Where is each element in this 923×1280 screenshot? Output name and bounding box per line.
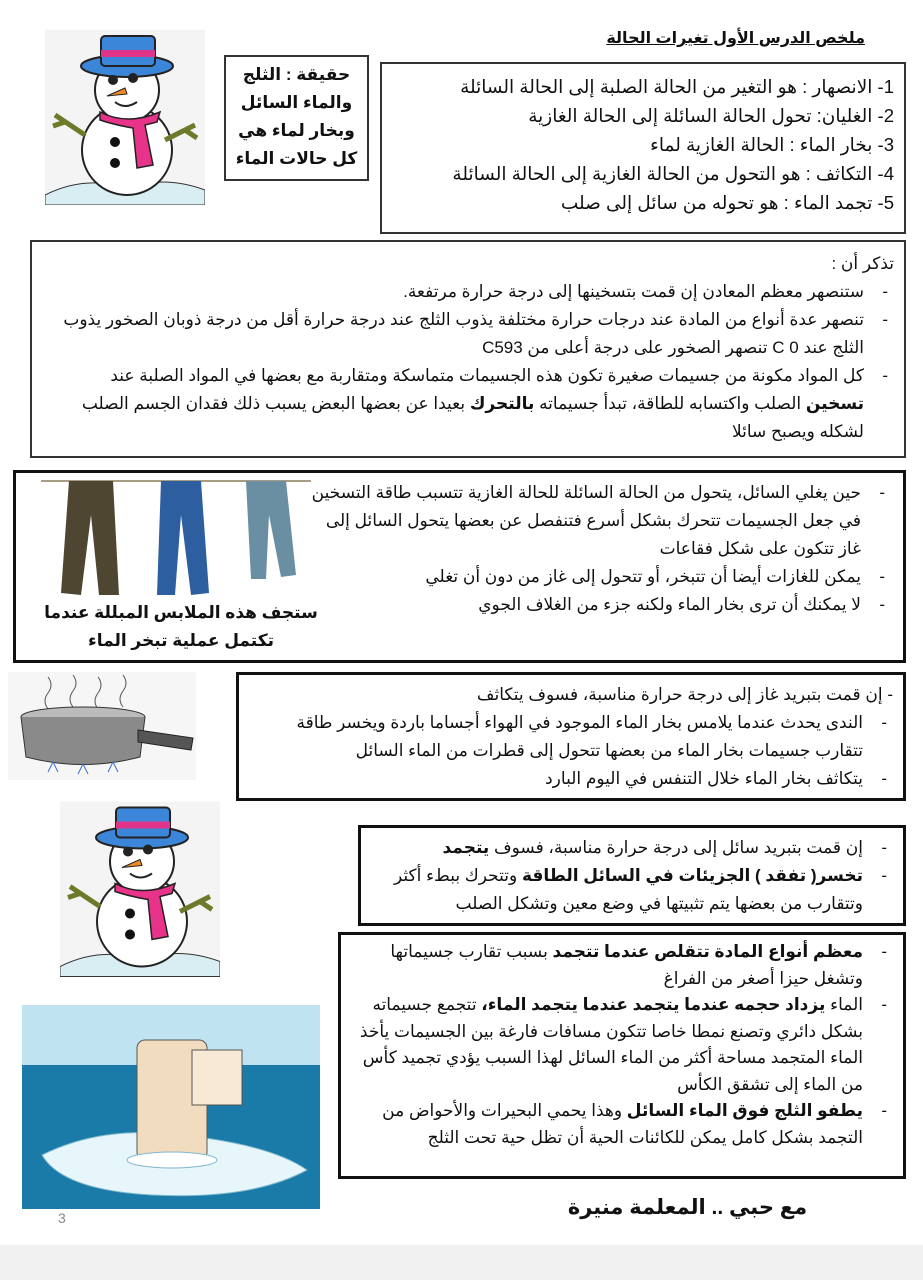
definition-item: 4- التكاثف : هو التحول من الحالة الغازية إلى الحالة السائلة: [452, 163, 894, 184]
fact-line: وبخار لماء هي: [238, 121, 355, 140]
condensation-box: [236, 672, 906, 801]
boiling-pot-image: [8, 672, 196, 780]
freezing-item: - تخسر( تفقد ) الجزيئات في السائل الطاقة وتتحرك ببطء أكثر وتتقارب من بعضها يتم تثبيتها في وضع معين وتشكل الصلب: [371, 862, 893, 918]
remember-box: [30, 240, 906, 458]
condensation-item: - يتكاثف بخار الماء خلال التنفس في اليوم البارد: [249, 765, 893, 793]
teacher-signature: مع حبي .. المعلمة منيرة: [567, 1196, 808, 1219]
condensation-item: - الندى يحدث عندما يلامس بخار الماء الموجود في الهواء أجساما باردة ويخسر طاقة تتقارب جسيمات بخار الماء من بعضها تتحول إلى قطرات من الماء السائل: [249, 709, 893, 765]
volume-item: - يطفو الثلج فوق الماء السائل وهذا يحمي البحيرات والأحواض من التجمد بشكل كامل يمكن للكائنات الحية أن تظل حية تحت الثلج: [355, 1098, 893, 1151]
definitions-box: [380, 62, 906, 234]
remember-heading: تذكر أن :: [831, 254, 894, 273]
page-title: ملخص الدرس الأول تغيرات الحالة: [606, 30, 865, 47]
fact-box: [224, 55, 369, 181]
freezing-box: [358, 825, 906, 926]
condensation-lead: - إن قمت بتبريد غاز إلى درجة حرارة مناسبة، فسوف يتكاثف: [476, 685, 893, 704]
boiling-list: [306, 479, 891, 619]
remember-item: - كل المواد مكونة من جسيمات صغيرة تكون هذه الجسيمات متماسكة ومتقاربة مع بعضها في المواد الصلبة عند تسخين الصلب واكتسابه للطاقة، تبدأ جسيماته بالتحرك بعيدا عن بعضها البعض يسبب ذلك فقدان الجسم الصلب لشكله ويصبح سائلا: [62, 362, 894, 446]
remember-item: - تنصهر عدة أنواع من المادة عند درجات حرارة مختلفة يذوب الثلج عند درجة حرارة أقل من درجة ذوبان الصخور يذوب الثلج عند C 0 تنصهر الصخور على درجة أعلى من C593: [62, 306, 894, 362]
volume-item: - الماء يزداد حجمه عندما يتجمد عندما يتجمد الماء، تتجمع جسيماته بشكل دائري وتصنع نمطا خاصا تتكون مسافات فارغة بين الجسيمات يأخذ الماء المتجمد مساحة أكثر من الماء السائل لهذا السبب يؤدي تجميد كأس من الماء إلى تشقق الكأس: [355, 992, 893, 1098]
boiling-box: [13, 470, 906, 663]
page-number: 3: [58, 1210, 66, 1226]
footer-band: [0, 1245, 923, 1280]
volume-box: [338, 932, 906, 1179]
boiling-item: - حين يغلي السائل، يتحول من الحالة السائلة للحالة الغازية تتسبب طاقة التسخين في جعل الجسيمات تتحرك بشكل أسرع فتنفصل عن بعضها يتحول السائل إلى غاز تتكون على شكل فقاعات: [306, 479, 891, 563]
fact-line: كل حالات الماء: [235, 149, 358, 168]
remember-item: - ستنصهر معظم المعادن إن قمت بتسخينها إلى درجة حرارة مرتفعة.: [62, 278, 894, 306]
freezing-item: - إن قمت بتبريد سائل إلى درجة حرارة مناسبة، فسوف يتجمد: [371, 834, 893, 862]
definition-item: 1- الانصهار : هو التغير من الحالة الصلبة إلى الحالة السائلة: [460, 76, 894, 97]
boiling-item: - يمكن للغازات أيضا أن تتبخر، أو تتحول إلى غاز من دون أن تغلي: [306, 563, 891, 591]
snowman-image: [60, 800, 220, 978]
fridge-on-ice-image: [22, 1005, 320, 1209]
definition-item: 5- تجمد الماء : هو تحوله من سائل إلى صلب: [560, 192, 894, 213]
jeans-caption: ستجف هذه الملابس المبللة عندما تكتمل عملية تبخر الماء: [44, 603, 318, 650]
fact-line: والماء السائل: [240, 93, 353, 112]
definition-item: 3- بخار الماء : الحالة الغازية لماء: [650, 134, 894, 155]
volume-item: - معظم أنواع المادة تتقلص عندما تتجمد بسبب تقارب جسيماتها وتشغل حيزا أصغر من الفراغ: [355, 939, 893, 992]
jeans-on-line-image: [41, 475, 311, 600]
snowman-image: [45, 30, 205, 205]
definition-item: 2- الغليان: تحول الحالة السائلة إلى الحالة الغازية: [528, 105, 894, 126]
boiling-item: - لا يمكنك أن ترى بخار الماء ولكنه جزء من الغلاف الجوي: [306, 591, 891, 619]
fact-line: حقيقة : الثلج: [242, 65, 351, 84]
